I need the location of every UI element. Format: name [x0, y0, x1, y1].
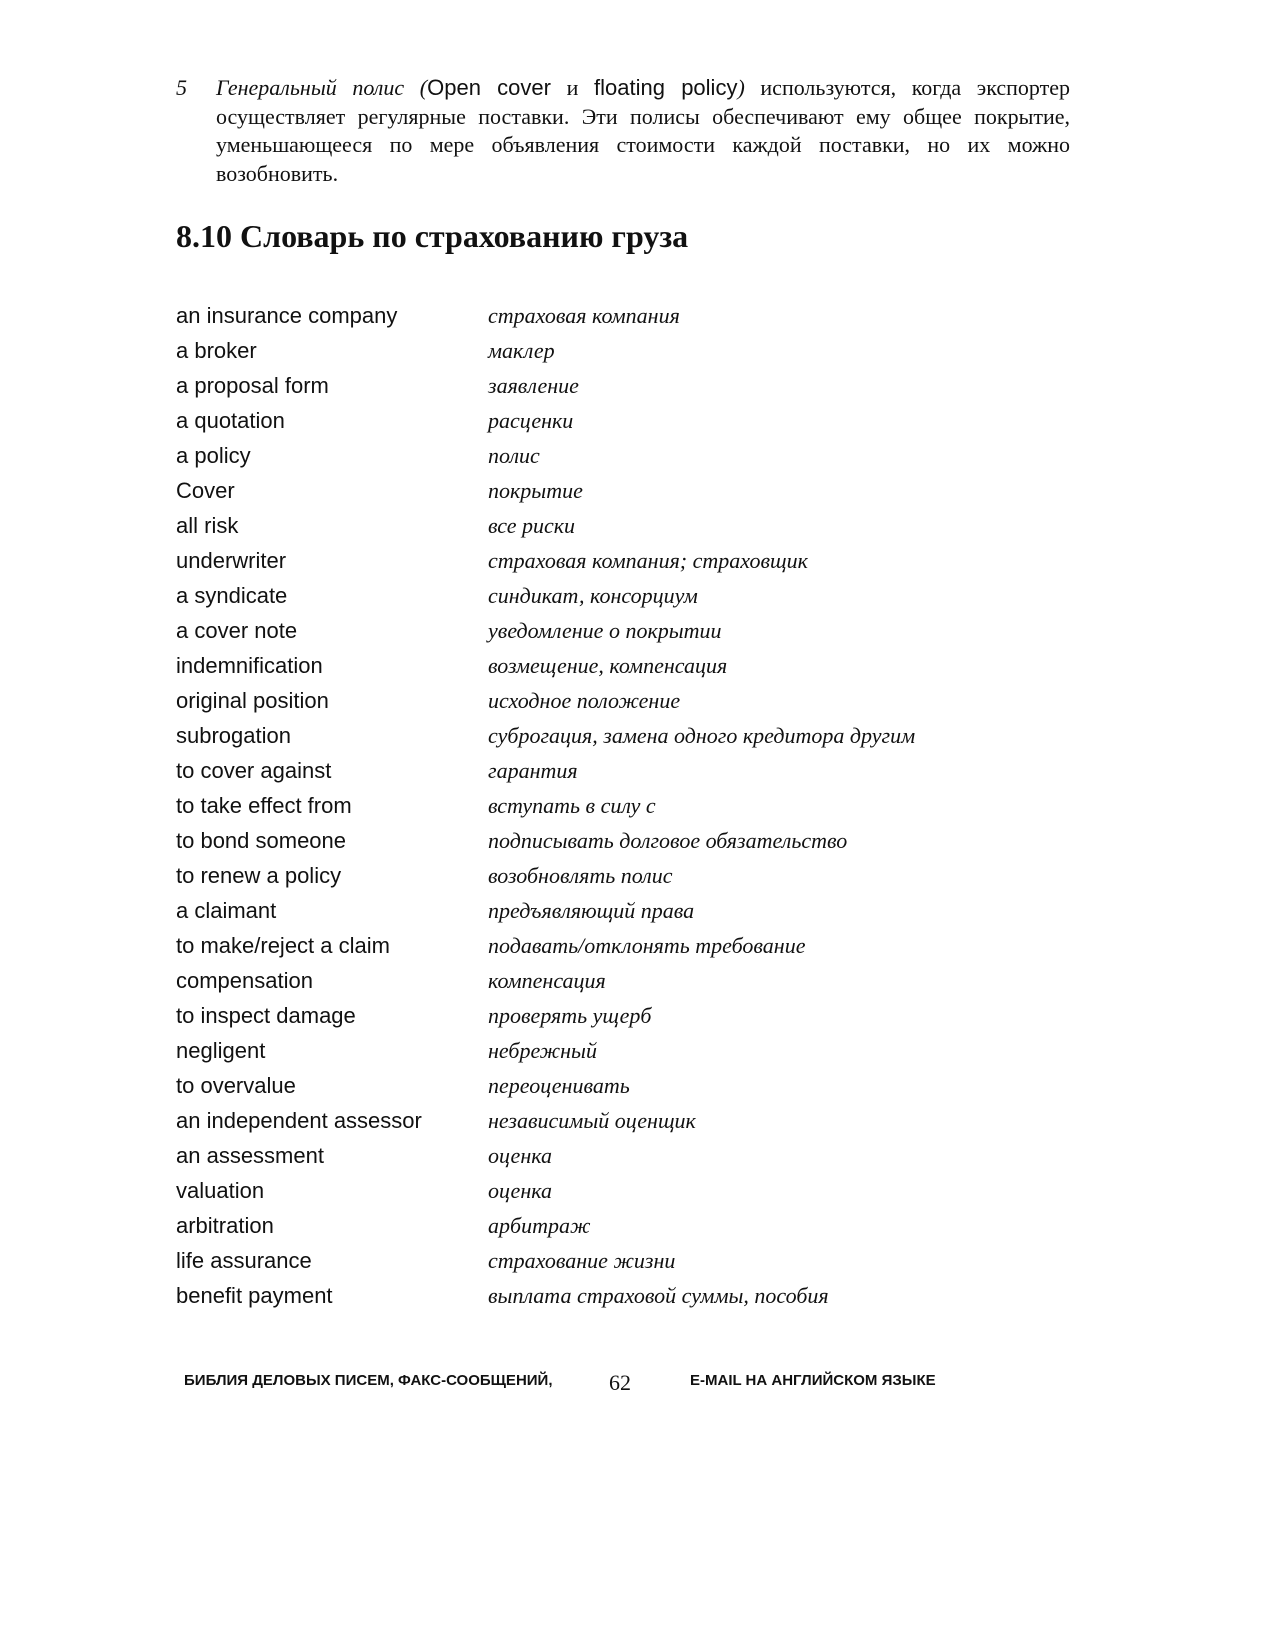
glossary-term-en: to cover against	[176, 757, 332, 783]
glossary-row	[176, 333, 1036, 368]
glossary-term-ru: проверять ущерб	[488, 1002, 652, 1028]
glossary-term-ru: суброгация, замена одного кредитора другим	[488, 722, 916, 748]
glossary-term-en: to inspect damage	[176, 1002, 356, 1028]
glossary-row	[176, 788, 1036, 823]
glossary-term-ru: заявление	[488, 372, 579, 398]
glossary-term-ru: возобновлять полис	[488, 862, 673, 888]
glossary-row	[176, 403, 1036, 438]
glossary-term-ru: покрытие	[488, 477, 583, 503]
glossary-term-ru: независимый оценщик	[488, 1107, 696, 1133]
glossary-term-en: to make/reject a claim	[176, 932, 390, 958]
footnote-paren: )	[737, 75, 745, 100]
glossary-row	[176, 648, 1036, 683]
glossary-term-ru: возмещение, компенсация	[488, 652, 728, 678]
footer-book-title-right: E-MAIL НА АНГЛИЙСКОМ ЯЗЫКЕ	[690, 1372, 936, 1389]
glossary-term-ru: страховая компания; страховщик	[488, 547, 808, 573]
glossary-term-en: an insurance company	[176, 302, 398, 328]
glossary-term-en: all risk	[176, 512, 239, 538]
page-number: 62	[609, 1370, 631, 1395]
glossary-row	[176, 963, 1036, 998]
glossary-term-en: a cover note	[176, 617, 298, 643]
footnote-rest: используются, когда экспортер осуществляет регулярные поставки. Эти полисы обеспечивают ему общее покрытие, уменьшающееся по мере объявления стоимости каждой поставки, но их можно возобновить.	[216, 75, 1071, 186]
glossary-term-en: to overvalue	[176, 1072, 296, 1098]
glossary-term-en: a policy	[176, 442, 251, 468]
glossary-term-ru: подписывать долговое обязательство	[488, 827, 848, 853]
glossary-term-ru: страховая компания	[488, 302, 680, 328]
glossary-row	[176, 1103, 1036, 1138]
glossary-row	[176, 1173, 1036, 1208]
footnote-lead: Генеральный полис (	[216, 75, 428, 100]
glossary-term-en: to renew a policy	[176, 862, 342, 888]
glossary-row	[176, 473, 1036, 508]
glossary-row	[176, 683, 1036, 718]
glossary-term-ru: все риски	[488, 512, 576, 538]
glossary-term-en: a proposal form	[176, 372, 329, 398]
glossary-row	[176, 928, 1036, 963]
glossary-term-en: a syndicate	[176, 582, 288, 608]
glossary-term-en: arbitration	[176, 1212, 274, 1238]
glossary-term-ru: маклер	[488, 337, 555, 363]
glossary-term-ru: гарантия	[488, 757, 578, 783]
glossary-term-en: a broker	[176, 337, 257, 363]
glossary-row	[176, 718, 1036, 753]
glossary-term-ru: синдикат, консорциум	[488, 582, 698, 608]
glossary-term-ru: переоценивать	[488, 1072, 630, 1098]
glossary-term-en: a claimant	[176, 897, 277, 923]
glossary-row	[176, 823, 1036, 858]
glossary-term-ru: оценка	[488, 1142, 552, 1168]
glossary-term-en: compensation	[176, 967, 313, 993]
glossary-list	[176, 298, 1036, 1313]
glossary-term-en: to bond someone	[176, 827, 347, 853]
glossary-row	[176, 578, 1036, 613]
glossary-row	[176, 298, 1036, 333]
glossary-term-ru: подавать/отклонять требование	[488, 932, 806, 958]
glossary-term-ru: компенсация	[488, 967, 606, 993]
glossary-term-ru: полис	[488, 442, 540, 468]
glossary-term-en: life assurance	[176, 1247, 312, 1273]
glossary-term-ru: арбитраж	[488, 1212, 591, 1238]
footnote-paragraph	[176, 74, 1070, 188]
section-title: 8.10 Словарь по страхованию груза	[176, 218, 689, 254]
glossary-term-ru: предъявляющий права	[488, 897, 695, 923]
glossary-term-en: original position	[176, 687, 329, 713]
glossary-row	[176, 1243, 1036, 1278]
glossary-row	[176, 1068, 1036, 1103]
glossary-term-ru: исходное положение	[488, 687, 681, 713]
glossary-term-en: to take effect from	[176, 792, 352, 818]
glossary-row	[176, 368, 1036, 403]
glossary-row	[176, 1278, 1036, 1313]
footnote-term-floating-policy: floating policy	[594, 75, 738, 100]
glossary-term-ru: оценка	[488, 1177, 552, 1203]
glossary-term-en: underwriter	[176, 547, 287, 573]
glossary-term-en: an independent assessor	[176, 1107, 422, 1133]
glossary-term-en: Cover	[176, 477, 235, 503]
glossary-term-ru: уведомление о покрытии	[488, 617, 722, 643]
glossary-row	[176, 858, 1036, 893]
glossary-row	[176, 753, 1036, 788]
glossary-term-en: benefit payment	[176, 1282, 333, 1308]
glossary-term-en: an assessment	[176, 1142, 324, 1168]
page-footer	[176, 1362, 956, 1402]
glossary-row	[176, 543, 1036, 578]
glossary-term-ru: небрежный	[488, 1037, 597, 1063]
footnote-text	[216, 74, 1070, 188]
glossary-row	[176, 1033, 1036, 1068]
glossary-row	[176, 1208, 1036, 1243]
footnote-conjunction: и	[550, 75, 595, 100]
glossary-row	[176, 893, 1036, 928]
glossary-term-ru: расценки	[488, 407, 574, 433]
glossary-row	[176, 438, 1036, 473]
glossary-term-ru: страхование жизни	[488, 1247, 676, 1273]
glossary-row	[176, 998, 1036, 1033]
footnote-number: 5	[176, 75, 187, 100]
glossary-term-en: a quotation	[176, 407, 285, 433]
glossary-term-ru: выплата страховой суммы, пособия	[488, 1282, 829, 1308]
glossary-term-en: valuation	[176, 1177, 265, 1203]
footer-book-title-left: БИБЛИЯ ДЕЛОВЫХ ПИСЕМ, ФАКС-СООБЩЕНИЙ,	[184, 1372, 553, 1389]
footnote-term-open-cover: Open cover	[427, 75, 551, 100]
glossary-term-en: subrogation	[176, 722, 291, 748]
glossary-term-en: negligent	[176, 1037, 266, 1063]
glossary-row	[176, 613, 1036, 648]
glossary-row	[176, 508, 1036, 543]
glossary-term-ru: вступать в силу с	[488, 792, 656, 818]
glossary-term-en: indemnification	[176, 652, 323, 678]
glossary-row	[176, 1138, 1036, 1173]
